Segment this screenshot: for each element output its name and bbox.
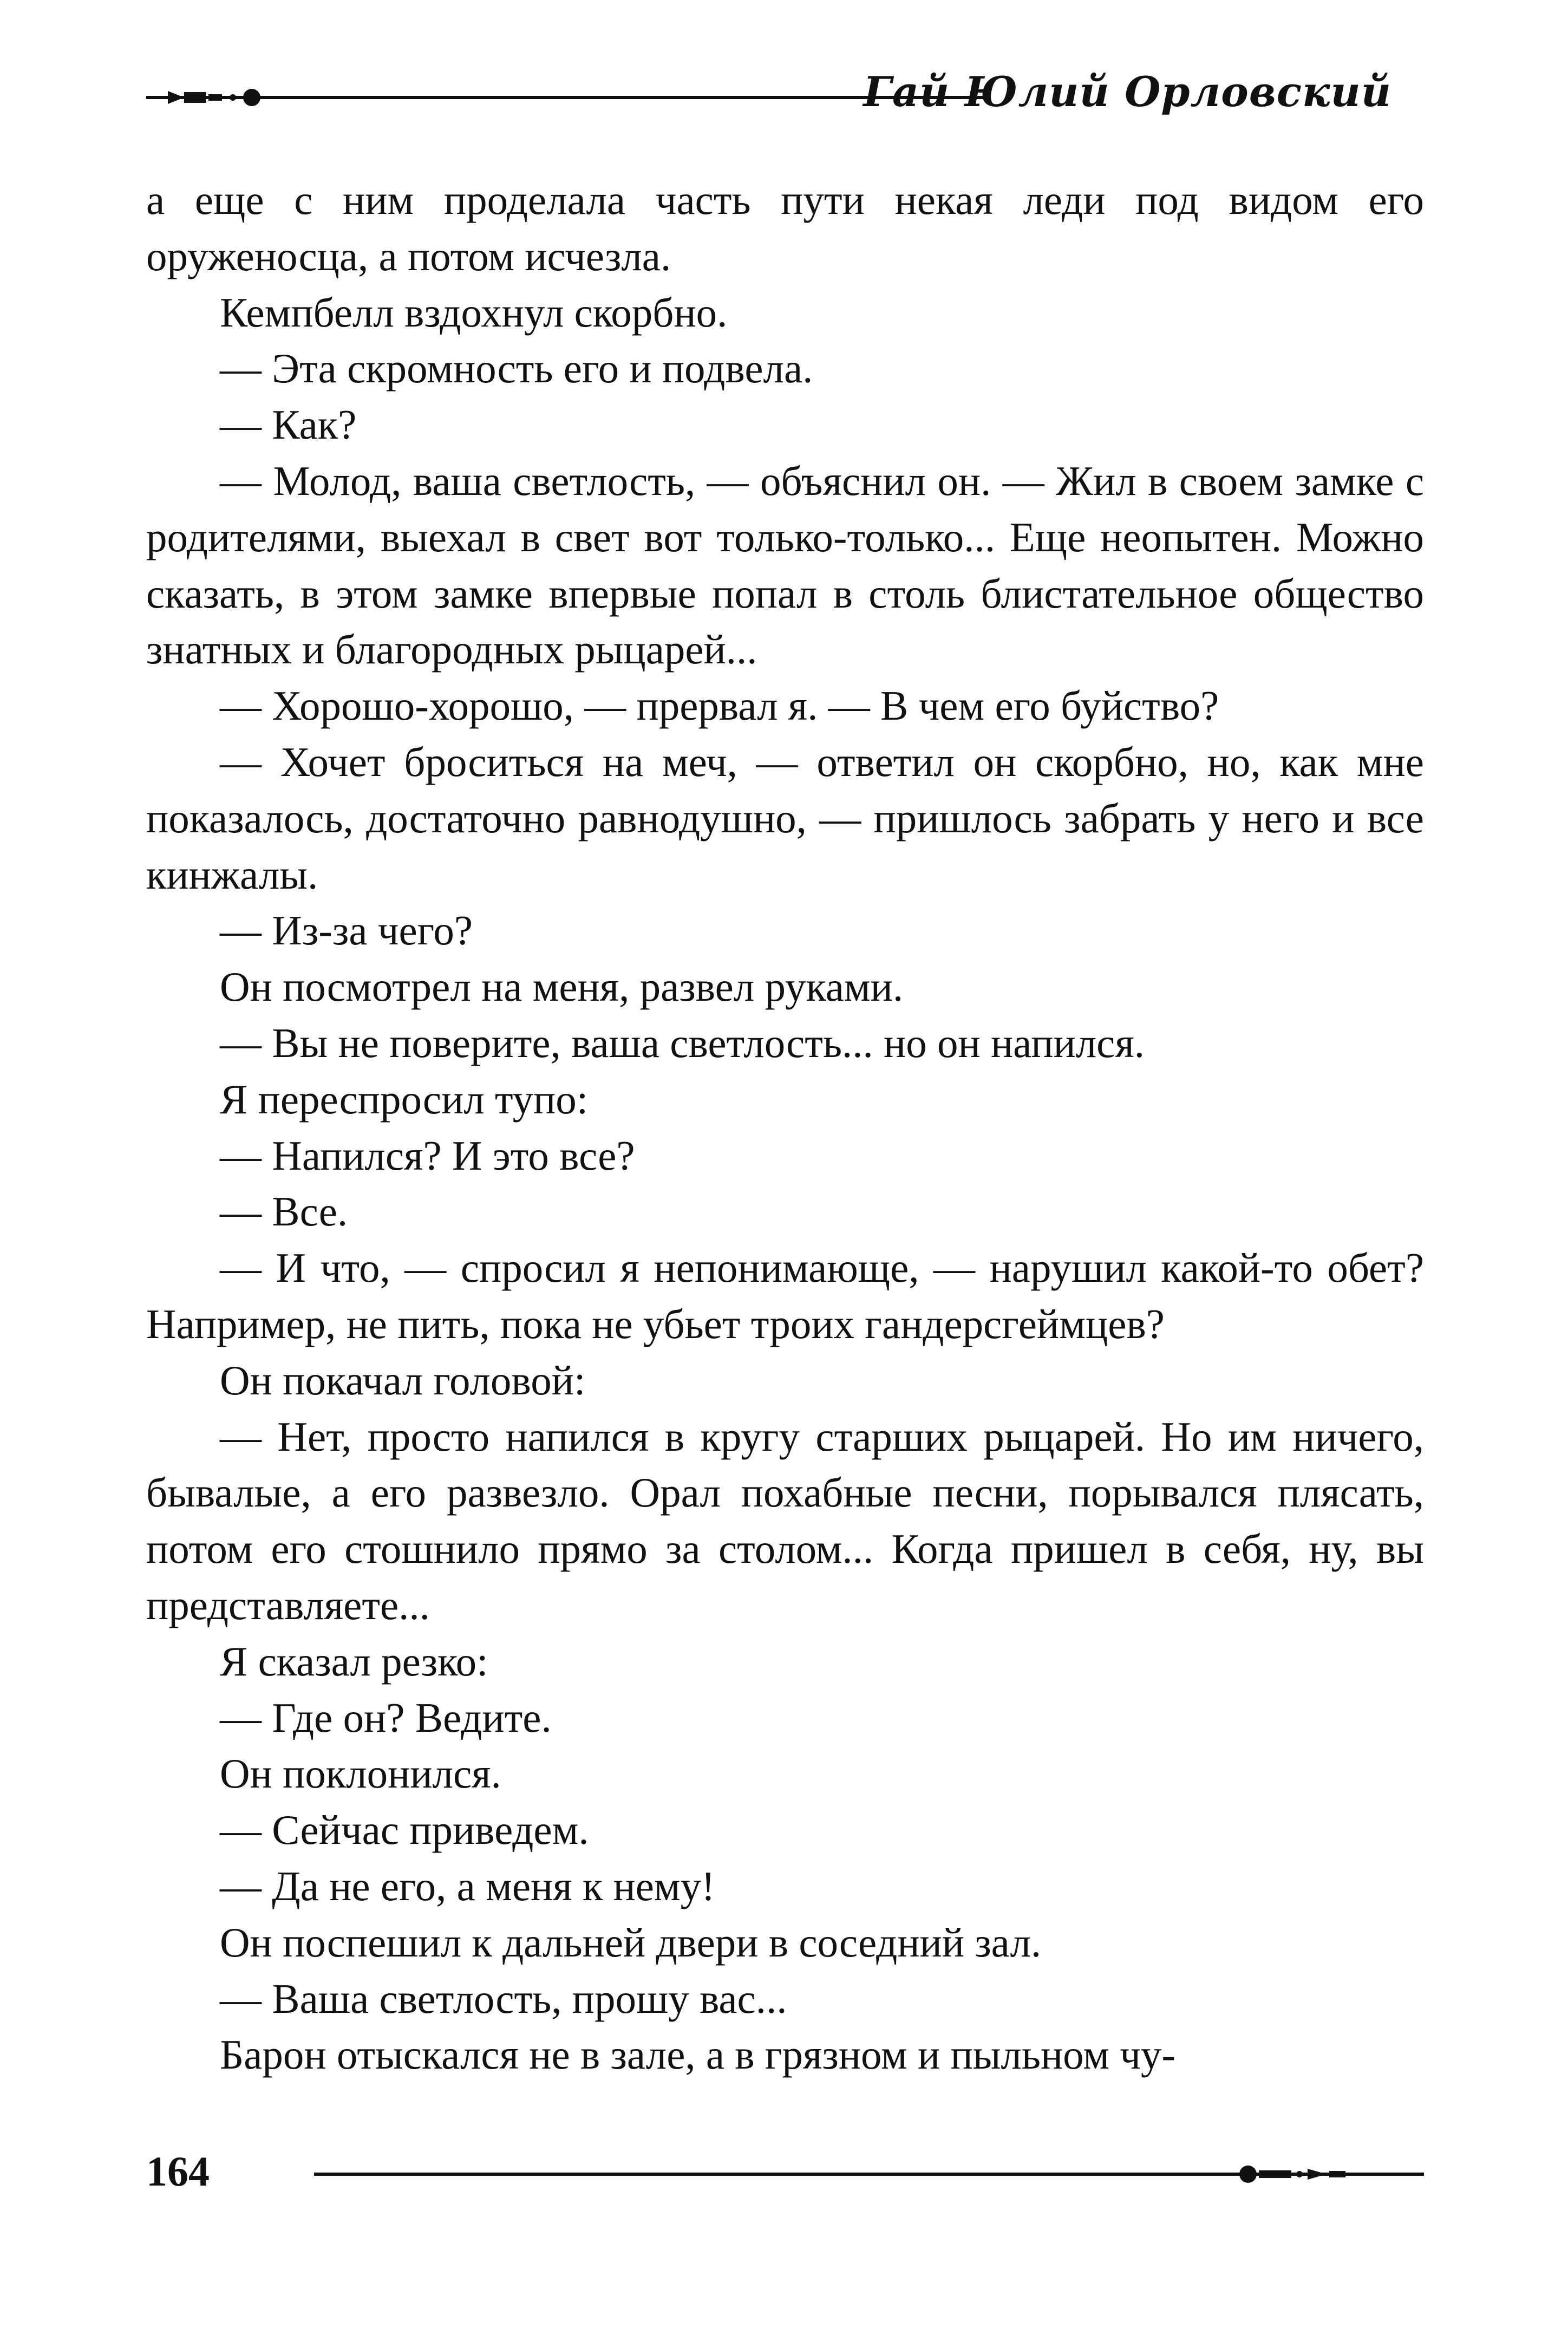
paragraph: Он покачал головой: (220, 1356, 586, 1404)
page-body-text (146, 172, 1424, 2083)
paragraph: — Как? (220, 401, 357, 448)
running-header (146, 60, 1391, 125)
paragraph: — И что, — спросил я непонимающе, — нарушил какой-то обет? Например, не пить, пока не убьет троих гандерсгеймцев? (146, 1244, 1424, 1347)
book-author: Гай Юлий Орловский (863, 68, 1391, 116)
paragraph: Он поклонился. (220, 1750, 501, 1797)
paragraph: а еще с ним проделала часть пути некая леди под видом его оруженосца, а потом исчезла. (146, 177, 1424, 279)
paragraph: — Хорошо-хорошо, — прервал я. — В чем его буйство? (220, 682, 1219, 729)
page-number: 164 (146, 2148, 210, 2195)
paragraph: Кемпбелл вздохнул скорбно. (220, 289, 728, 336)
paragraph: — Сейчас приведем. (220, 1806, 589, 1854)
paragraph: — Эта скромность его и подвела. (220, 345, 813, 392)
paragraph: — Вы не поверите, ваша светлость... но он напился. (220, 1019, 1145, 1066)
paragraph: — Да не его, а меня к нему! (220, 1862, 715, 1909)
paragraph: Я сказал резко: (220, 1638, 488, 1685)
paragraph: — Нет, просто напился в кругу старших рыцарей. Но им ничего, бывалые, а его развезло. Орал похабные песни, порывался плясать, потом его стошнило прямо за столом... Когда пришел в себя, ну, вы представляете... (146, 1413, 1424, 1628)
paragraph: Он поспешил к дальней двери в соседний зал. (220, 1919, 1042, 1966)
paragraph: Он посмотрел на меня, развел руками. (220, 963, 904, 1010)
paragraph: Я переспросил тупо: (220, 1075, 589, 1123)
paragraph: — Где он? Ведите. (220, 1694, 552, 1741)
paragraph: Барон отыскался не в зале, а в грязном и пыльном чу- (220, 2031, 1176, 2078)
page-footer (146, 2139, 1424, 2204)
paragraph: — Ваша светлость, прошу вас... (220, 1975, 787, 2022)
paragraph: — Напился? И это все? (220, 1132, 635, 1179)
paragraph: — Молод, ваша светлость, — объяснил он. — Жил в своем замке с родителями, выехал в свет вот только-только... Еще неопытен. Можно сказать, в этом замке впервые попал в столь блистательное общество знатных и благородных рыцарей... (146, 457, 1424, 673)
footer-ornament-icon (314, 2163, 1424, 2185)
paragraph: — Из-за чего? (220, 907, 473, 954)
paragraph: — Хочет броситься на меч, — ответил он скорбно, но, как мне показалось, достаточно равнодушно, — пришлось забрать у него и все кинжалы. (146, 738, 1424, 898)
header-ornament-icon (146, 87, 985, 108)
paragraph: — Все. (220, 1188, 348, 1235)
